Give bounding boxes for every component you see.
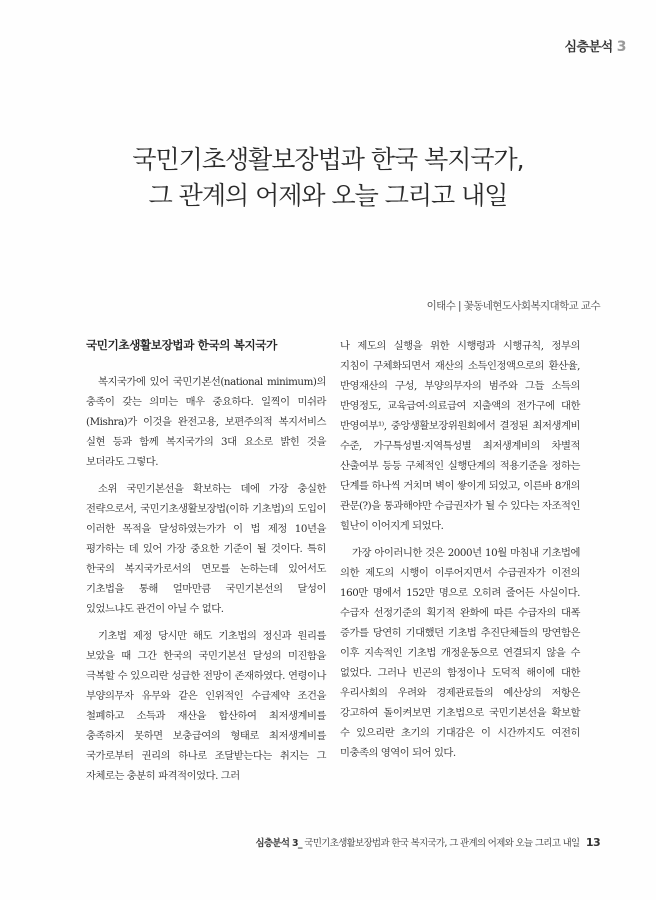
page-footer bbox=[255, 835, 600, 849]
left-column bbox=[86, 336, 326, 793]
paragraph: 복지국가에 있어 국민기본선(national minimum)의 충족이 갖는 의미는 매우 중요하다. 일찍이 미쉬라(Mishra)가 이것을 완전고용, 보편주의적 복지서비스 실현 등과 함께 복지국가의 3대 요소로 밝힌 것을 보더라도 그렇다. bbox=[86, 376, 326, 468]
section-heading: 국민기초생활보장법과 한국의 복지국가 bbox=[86, 338, 277, 352]
paragraph-continued: 나 제도의 실행을 위한 시행령과 시행규칙, 정부의 지침이 구체화되면서 재산의 소득인정액으로의 환산율, 반영재산의 구성, 부양의무자의 범주와 그들 소득의 반영정도, 교육급여·의료급여 지출액의 전가구에 대한 반영여부¹⁾, 중앙생활보장위원회에서 결정된 최저생계비 수준, 가구특성별·지역특성별 최저생계비의 차별적 산출여부 등등 구체적인 실행단계의 적용기준을 정하는 단계를 하나씩 거치며 벽이 쌓이게 되었고, 이른바 8개의 관문(?)을 통과해야만 수급권자가 될 수 있다는 자조적인 힐난이 이어지게 되었다. bbox=[340, 340, 580, 532]
paragraph: 기초법 제정 당시만 해도 기초법의 정신과 원리를 보았을 때 그간 한국의 국민기본선 달성의 미진함을 극복할 수 있으리란 성급한 전망이 존재하였다. 연령이나 부양의무자 유무와 같은 인위적인 수급제약 조건을 철폐하고 소득과 재산을 합산하여 최저생계비를 충족하지 못하면 보충급여의 형태로 최저생계비를 국가로부터 권리의 하나로 조달받는다는 취지는 그 자체로는 충분히 파격적이었다. 그러 bbox=[86, 630, 326, 782]
section-number: 3 bbox=[616, 39, 626, 55]
author-byline: 이태수 | 꽃동네현도사회복지대학교 교수 bbox=[426, 300, 600, 312]
section-tag bbox=[564, 36, 626, 55]
footer-series: 심층분석 3_ bbox=[255, 838, 302, 849]
paragraph: 가장 아이러니한 것은 2000년 10월 마침내 기초법에 의한 제도의 시행이 이루어지면서 수급권자가 이전의 160만 명에서 152만 명으로 오히려 줄어든 사실이다. 수급자 선정기준의 획기적 완화에 따른 수급자의 대폭 증가를 당연히 기대했던 기초법 추진단체들의 망연함은 이후 지속적인 기초법 개정운동으로 연결되지 않을 수 없었다. 그러나 빈곤의 함정이나 도덕적 해이에 대한 우리사회의 우려와 경제관료들의 예산상의 저항은 강고하여 돌이켜보면 기초법으로 국민기본선을 확보할 수 있으리란 초기의 기대감은 이 시간까지도 여전히 미충족의 영역이 되어 있다. bbox=[340, 547, 580, 759]
article-title-line-1: 국민기초생활보장법과 한국 복지국가, bbox=[132, 145, 524, 174]
article-title bbox=[0, 142, 656, 214]
paragraph: 소위 국민기본선을 확보하는 데에 가장 충실한 전략으로서, 국민기초생활보장법(이하 기초법)의 도입이 이러한 목적을 달성하였는가가 이 법 제정 10년을 평가하는 데 있어 가장 중요한 기준이 될 것이다. 특히 한국의 복지국가로서의 면모를 논하는데 있어서도 기초법을 통해 얼마만큼 국민기본선의 달성이 있었느냐도 관건이 아닐 수 없다. bbox=[86, 483, 326, 615]
right-column bbox=[340, 336, 580, 770]
section-label: 심층분석 bbox=[564, 40, 613, 55]
footer-running-title: 국민기초생활보장법과 한국 복지국가, 그 관계의 어제와 오늘 그리고 내일 bbox=[304, 838, 580, 849]
article-title-line-2: 그 관계의 어제와 오늘 그리고 내일 bbox=[148, 181, 508, 210]
page-number: 13 bbox=[585, 836, 600, 849]
